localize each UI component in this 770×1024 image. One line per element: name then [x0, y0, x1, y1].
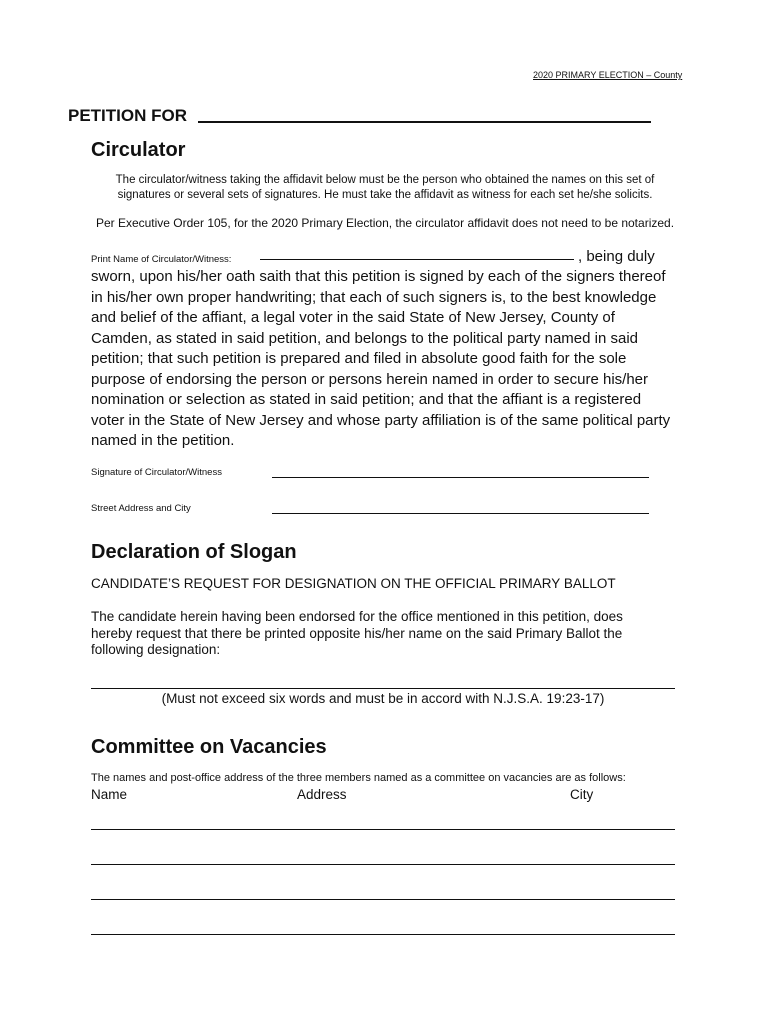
petition-for-label: PETITION FOR: [68, 106, 187, 125]
oath-line: petition; that such petition is prepared and filed in absolute good faith for the sole: [91, 350, 627, 367]
signature-field-line[interactable]: [272, 477, 649, 478]
street-address-field-line[interactable]: [272, 513, 649, 514]
slogan-request-line: hereby request that there be printed opposite his/her name on the said Primary Ballot the: [91, 625, 623, 641]
oath-paragraph: [91, 267, 691, 452]
slogan-subheading: CANDIDATE’S REQUEST FOR DESIGNATION ON THE OFFICIAL PRIMARY BALLOT: [91, 576, 616, 591]
column-address-header: Address: [297, 787, 347, 802]
vacancy-member-line-1[interactable]: [91, 829, 675, 830]
oath-line: nomination or selection as stated in said petition; and that the affiant is a registered: [91, 391, 642, 408]
slogan-request-paragraph: [91, 609, 691, 659]
print-name-field-line[interactable]: [260, 259, 574, 260]
vacancies-heading: Committee on Vacancies: [91, 736, 327, 758]
slogan-request-line: The candidate herein having been endorsed for the office mentioned in this petition, does: [91, 609, 623, 624]
slogan-field-line[interactable]: [91, 688, 675, 689]
signature-label: Signature of Circulator/Witness: [91, 467, 222, 478]
slogan-limit-note: (Must not exceed six words and must be in accord with N.J.S.A. 19:23-17): [161, 691, 605, 706]
vacancy-member-line-4[interactable]: [91, 934, 675, 935]
circulator-intro-line-2: signatures or several sets of signatures. He must take the affidavit as witness for each set he/she solicits.: [117, 189, 653, 201]
column-city-header: City: [570, 787, 594, 802]
oath-line: in his/her own proper handwriting; that each of such signers is, to the best knowledge: [91, 288, 657, 306]
election-tag: 2020 PRIMARY ELECTION – County: [533, 70, 683, 80]
oath-line: purpose of endorsing the person or persons herein named in order to secure his/her: [91, 370, 648, 388]
column-name-header: Name: [91, 787, 128, 802]
vacancy-member-line-2[interactable]: [91, 864, 675, 865]
circulator-heading: Circulator: [91, 139, 186, 161]
circulator-intro-line-1: The circulator/witness taking the affidavit below must be the person who obtained the names on this set of: [115, 174, 655, 186]
street-address-label: Street Address and City: [91, 503, 191, 514]
oath-line: sworn, upon his/her oath saith that this petition is signed by each of the signers thereof: [91, 268, 666, 285]
vacancy-member-line-3[interactable]: [91, 899, 675, 900]
oath-line: named in the petition.: [91, 432, 235, 449]
print-name-label: Print Name of Circulator/Witness:: [91, 254, 232, 265]
oath-line: Camden, as stated in said petition, and belongs to the political party named in said: [91, 329, 639, 347]
petition-for-field-line[interactable]: [198, 121, 651, 123]
slogan-request-line: following designation:: [91, 642, 221, 657]
slogan-heading: Declaration of Slogan: [91, 541, 297, 563]
being-duly-text: , being duly: [578, 248, 655, 265]
circulator-intro: [0, 173, 770, 203]
vacancies-intro: The names and post-office address of the three members named as a committee on vacancies are as follows:: [91, 772, 626, 784]
oath-line: and belief of the affiant, a legal voter in the said State of New Jersey, County of: [91, 309, 615, 326]
executive-order-note: Per Executive Order 105, for the 2020 Primary Election, the circulator affidavit does not need to be notarized.: [95, 216, 675, 230]
oath-line: voter in the State of New Jersey and whose party affiliation is of the same political party: [91, 411, 671, 429]
